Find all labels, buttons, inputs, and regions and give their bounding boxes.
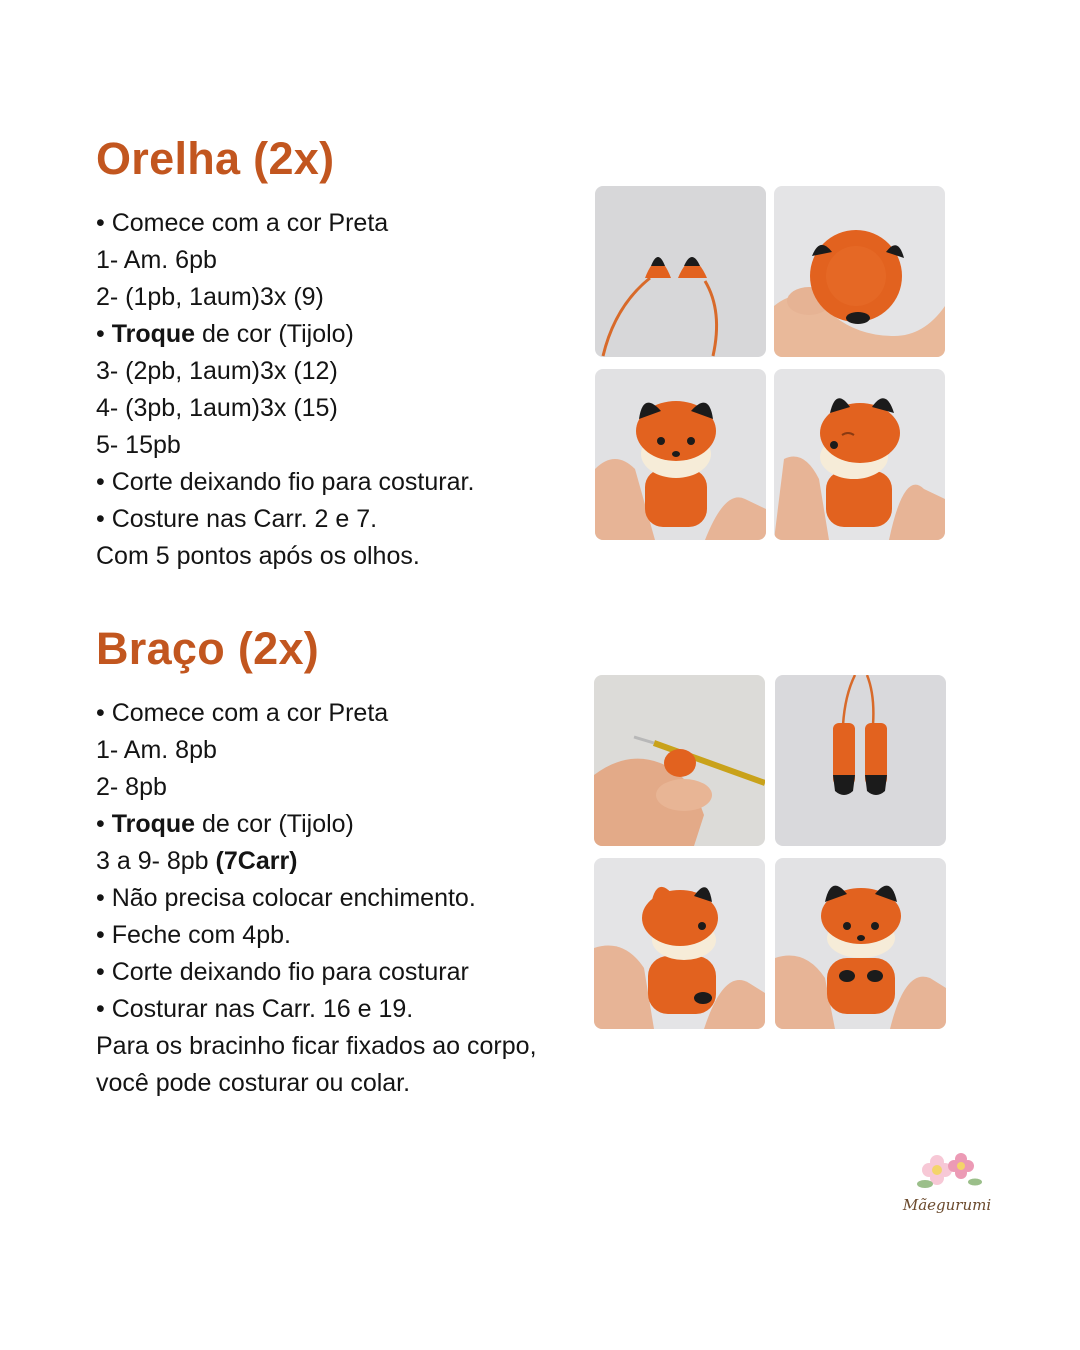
instruction-line: Para os bracinho ficar fixados ao corpo, [96, 1032, 537, 1060]
instruction-list [96, 695, 537, 1102]
instruction-line: 2- (1pb, 1aum)3x (9) [96, 283, 324, 311]
section-title: Orelha (2x) [96, 133, 335, 184]
instruction-line: • Corte deixando fio para costurar. [96, 468, 475, 496]
arms-on-table-photo [775, 675, 946, 846]
section-title: Braço (2x) [96, 623, 320, 674]
instruction-line: • Costure nas Carr. 2 e 7. [96, 505, 378, 533]
instruction-line: 1- Am. 8pb [96, 736, 217, 764]
instruction-line: 1- Am. 6pb [96, 246, 217, 274]
instruction-line: • Troque de cor (Tijolo) [96, 320, 354, 348]
head-back-in-hand-photo [774, 186, 945, 357]
ears-on-table-photo [595, 186, 766, 357]
instruction-line: 5- 15pb [96, 431, 181, 459]
brand-logo [897, 1140, 997, 1240]
fox-side-arm-photo [594, 858, 765, 1029]
fox-side-in-hand-photo [774, 369, 945, 540]
instruction-line: • Feche com 4pb. [96, 921, 291, 949]
instruction-line: • Não precisa colocar enchimento. [96, 884, 476, 912]
flower-logo-icon [897, 1140, 997, 1200]
instruction-line: • Comece com a cor Preta [96, 699, 389, 727]
fox-front-arms-photo [775, 858, 946, 1029]
instruction-list [96, 205, 474, 575]
instruction-line: 3 a 9- 8pb (7Carr) [96, 847, 298, 875]
section-orelha [96, 133, 475, 570]
instruction-line: • Costurar nas Carr. 16 e 19. [96, 995, 414, 1023]
crochet-hook-arm-photo [594, 675, 765, 846]
instruction-line: você pode costurar ou colar. [96, 1069, 411, 1097]
instruction-line: 4- (3pb, 1aum)3x (15) [96, 394, 338, 422]
instruction-line: • Comece com a cor Preta [96, 209, 389, 237]
instruction-line: Com 5 pontos após os olhos. [96, 542, 420, 570]
instruction-line: 3- (2pb, 1aum)3x (12) [96, 357, 338, 385]
instruction-line: • Corte deixando fio para costurar [96, 958, 469, 986]
instruction-line: • Troque de cor (Tijolo) [96, 810, 354, 838]
section-braco [96, 623, 537, 1097]
instruction-line: 2- 8pb [96, 773, 167, 801]
logo-wordmark: Mãegurumi [902, 1196, 992, 1214]
fox-front-in-hand-photo [595, 369, 766, 540]
